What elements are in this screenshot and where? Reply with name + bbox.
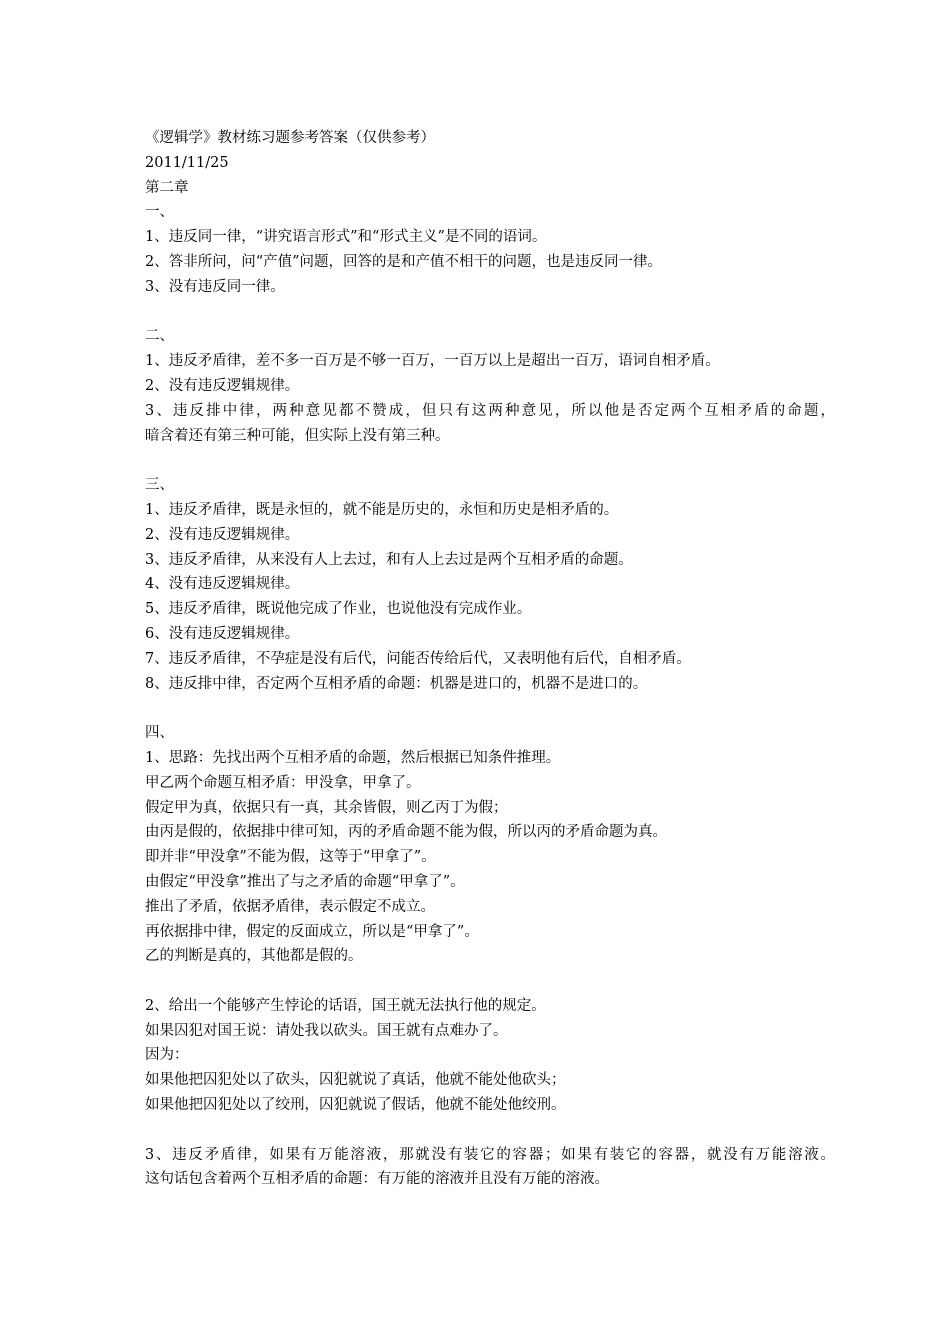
blank-line	[145, 969, 835, 994]
blank-line	[145, 300, 835, 325]
answer-line: 如果他把囚犯处以了砍头，囚犯就说了真话，他就不能处他砍头；	[145, 1072, 566, 1089]
answer-line: 2、给出一个能够产生悖论的话语，国王就无法执行他的规定。	[145, 997, 546, 1014]
blank-line	[145, 696, 835, 721]
answer-line: 1、思路：先找出两个互相矛盾的命题，然后根据已知条件推理。	[145, 749, 561, 766]
answer-line: 乙的判断是真的，其他都是假的。	[145, 948, 363, 965]
document-title: 《逻辑学》教材练习题参考答案（仅供参考）	[145, 130, 435, 146]
answer-line: 这句话包含着两个互相矛盾的命题：有万能的溶液并且没有万能的溶液。	[145, 1171, 609, 1188]
answer-line: 3、没有违反同一律。	[145, 278, 285, 295]
answer-line: 4、没有违反逻辑规律。	[145, 576, 300, 593]
section-heading: 二、	[145, 328, 174, 345]
section-heading: 四、	[145, 725, 174, 742]
answer-line: 因为：	[145, 1047, 189, 1064]
document-page	[145, 126, 835, 1192]
answer-line: 2、答非所问，问“产值”问题，回答的是和产值不相干的问题，也是违反同一律。	[145, 253, 663, 270]
answer-line: 1、违反矛盾律，差不多一百万是不够一百万，一百万以上是超出一百万，语词自相矛盾。	[145, 353, 720, 370]
answer-line: 即并非“甲没拿”不能为假，这等于“甲拿了”。	[145, 849, 436, 866]
answer-line: 2、没有违反逻辑规律。	[145, 526, 300, 543]
answer-line: 2、没有违反逻辑规律。	[145, 377, 300, 394]
answer-line: 如果他把囚犯处以了绞刑，囚犯就说了假话，他就不能处他绞刑。	[145, 1097, 566, 1114]
answer-line: 再依据排中律，假定的反面成立，所以是“甲拿了”。	[145, 923, 479, 940]
blank-line	[145, 448, 835, 473]
section-heading: 三、	[145, 477, 174, 494]
document-date: 2011/11/25	[145, 154, 229, 171]
answer-line: 8、违反排中律，否定两个互相矛盾的命题：机器是进口的，机器不是进口的。	[145, 675, 648, 692]
answer-line: 推出了矛盾，依据矛盾律，表示假定不成立。	[145, 898, 435, 915]
answer-line: 3、违反矛盾律，从来没有人上去过，和有人上去过是两个互相矛盾的命题。	[145, 551, 633, 568]
chapter-heading: 第二章	[145, 179, 189, 196]
answer-line: 暗含着还有第三种可能，但实际上没有第三种。	[145, 427, 450, 444]
blank-line	[145, 1118, 835, 1143]
answer-line: 假定甲为真，依据只有一真，其余皆假，则乙丙丁为假；	[145, 799, 508, 816]
answer-line: 1、违反同一律，“讲究语言形式”和“形式主义”是不同的语词。	[145, 229, 547, 246]
section-heading: 一、	[145, 204, 174, 221]
answer-line: 6、没有违反逻辑规律。	[145, 625, 300, 642]
answer-line: 3、违反矛盾律，如果有万能溶液，那就没有装它的容器；如果有装它的容器，就没有万能溶液。	[145, 1146, 835, 1163]
answer-line: 由丙是假的，依据排中律可知，丙的矛盾命题不能为假，所以丙的矛盾命题为真。	[145, 824, 667, 841]
answer-line: 1、违反矛盾律，既是永恒的，就不能是历史的，永恒和历史是相矛盾的。	[145, 501, 619, 518]
answer-line: 甲乙两个命题互相矛盾：甲没拿，甲拿了。	[145, 774, 421, 791]
answer-line: 5、违反矛盾律，既说他完成了作业，也说他没有完成作业。	[145, 601, 532, 618]
answer-line: 3、违反排中律，两种意见都不赞成，但只有这两种意见，所以他是否定两个互相矛盾的命题，	[145, 402, 835, 419]
answer-line: 7、违反矛盾律，不孕症是没有后代，问能否传给后代，又表明他有后代，自相矛盾。	[145, 650, 691, 667]
answer-line: 如果囚犯对国王说：请处我以砍头。国王就有点难办了。	[145, 1022, 508, 1039]
answer-line: 由假定“甲没拿”推出了与之矛盾的命题“甲拿了”。	[145, 873, 465, 890]
